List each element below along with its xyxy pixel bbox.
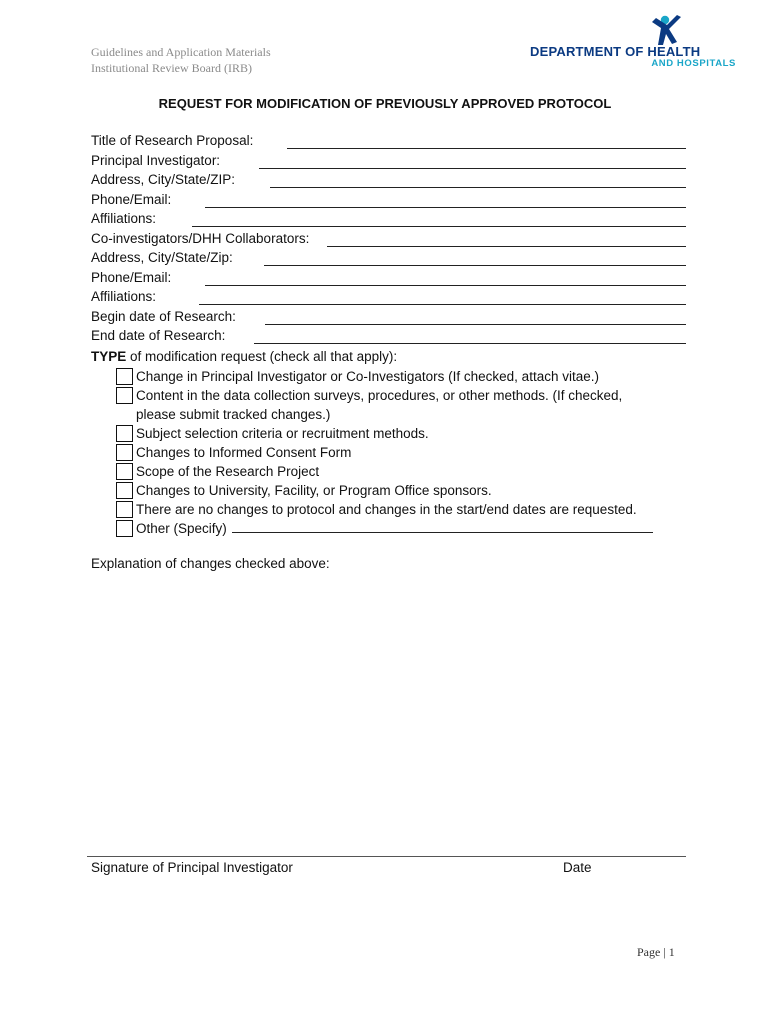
- option-label: Changes to Informed Consent Form: [136, 445, 352, 460]
- field-label: End date of Research:: [91, 328, 226, 343]
- option-checkbox[interactable]: [116, 425, 133, 442]
- logo-line-1: DEPARTMENT OF HEALTH: [530, 44, 701, 59]
- option-checkbox[interactable]: [116, 444, 133, 461]
- field-input-line[interactable]: [205, 285, 686, 286]
- field-label: Affiliations:: [91, 289, 157, 304]
- option-label: Subject selection criteria or recruitment methods.: [136, 426, 429, 441]
- field-input-line[interactable]: [265, 324, 686, 325]
- option-label: Content in the data collection surveys, procedures, or other methods. (If checked,: [136, 388, 623, 403]
- field-address: [91, 172, 686, 192]
- field-input-line[interactable]: [205, 207, 686, 208]
- explanation-label: Explanation of changes checked above:: [91, 556, 330, 571]
- field-input-line[interactable]: [192, 226, 686, 227]
- field-label: Principal Investigator:: [91, 153, 221, 168]
- header-text: [91, 44, 271, 76]
- field-co-affiliations: [91, 289, 686, 309]
- option-label: Other (Specify): [136, 521, 227, 536]
- field-label: Address, City/State/Zip:: [91, 250, 233, 265]
- option-label: There are no changes to protocol and changes in the start/end dates are requested.: [136, 502, 637, 517]
- option-checkbox[interactable]: [116, 482, 133, 499]
- field-input-line[interactable]: [287, 148, 686, 149]
- field-phone-email: [91, 192, 686, 212]
- field-input-line[interactable]: [254, 343, 686, 344]
- option-checkbox[interactable]: [116, 368, 133, 385]
- option-label: Change in Principal Investigator or Co-Investigators (If checked, attach vitae.): [136, 369, 599, 384]
- type-heading-bold: TYPE: [91, 349, 127, 364]
- option-checkbox[interactable]: [116, 463, 133, 480]
- field-label: Address, City/State/ZIP:: [91, 172, 236, 187]
- field-input-line[interactable]: [199, 304, 686, 305]
- person-figure-icon: [648, 14, 688, 48]
- field-input-line[interactable]: [327, 246, 686, 247]
- field-title-of-research: [91, 133, 686, 153]
- field-end-date: [91, 328, 686, 348]
- field-input-line[interactable]: [259, 168, 686, 169]
- signature-label: Signature of Principal Investigator: [91, 860, 293, 875]
- field-label: Affiliations:: [91, 211, 157, 226]
- type-heading-rest: of modification request (check all that apply):: [126, 349, 398, 364]
- field-input-line[interactable]: [270, 187, 686, 188]
- option-checkbox[interactable]: [116, 520, 133, 537]
- header-line-2: Institutional Review Board (IRB): [91, 61, 252, 75]
- dhh-logo: [530, 14, 740, 70]
- option-checkbox[interactable]: [116, 501, 133, 518]
- option-label: Changes to University, Facility, or Program Office sponsors.: [136, 483, 492, 498]
- field-co-address: [91, 250, 686, 270]
- field-begin-date: [91, 309, 686, 329]
- signature-line[interactable]: [87, 856, 686, 857]
- option-label-line-2: please submit tracked changes.): [136, 407, 331, 422]
- type-heading: [91, 349, 397, 364]
- form-title: REQUEST FOR MODIFICATION OF PREVIOUSLY APPROVED PROTOCOL: [158, 96, 612, 111]
- option-checkbox[interactable]: [116, 387, 133, 404]
- field-label: Phone/Email:: [91, 192, 172, 207]
- field-input-line[interactable]: [264, 265, 686, 266]
- page-number: Page | 1: [637, 945, 675, 959]
- field-co-investigators: [91, 231, 686, 251]
- field-label: Phone/Email:: [91, 270, 172, 285]
- field-label: Begin date of Research:: [91, 309, 236, 324]
- logo-line-2: AND HOSPITALS: [651, 58, 736, 69]
- option-label: Scope of the Research Project: [136, 464, 320, 479]
- other-specify-input-line[interactable]: [232, 532, 653, 533]
- date-label: Date: [563, 860, 592, 875]
- field-principal-investigator: [91, 153, 686, 173]
- field-affiliations: [91, 211, 686, 231]
- field-label: Co-investigators/DHH Collaborators:: [91, 231, 310, 246]
- field-co-phone-email: [91, 270, 686, 290]
- header-line-1: Guidelines and Application Materials: [91, 45, 271, 59]
- field-label: Title of Research Proposal:: [91, 133, 254, 148]
